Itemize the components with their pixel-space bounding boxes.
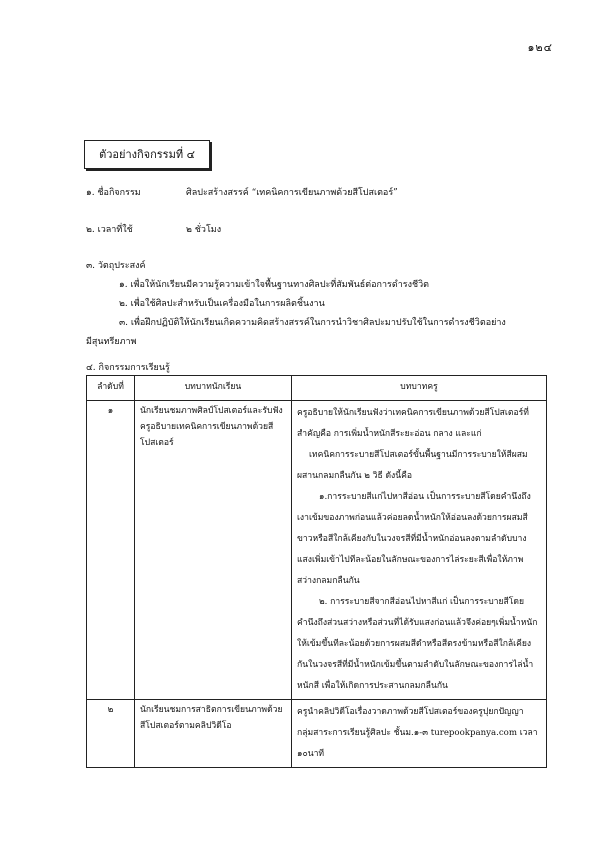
teacher-paragraph: ครูนำคลิปวิดีโอเรื่องวาดภาพด้วยสีโปสเตอร์ของครูปุยกปัญญา กลุ่มสาระการเรียนรู้ศิลปะ ชั้นม.๑-๓ turepookpanya.com เวลา ๑๐นาที (297, 707, 538, 759)
teacher-role-cell (292, 401, 547, 700)
learning-activities-heading: ๔. กิจกรรมการเรียนรู้ (86, 363, 170, 373)
activity-title-box (84, 140, 210, 169)
column-header-student-role: บทบาทนักเรียน (135, 376, 292, 401)
column-header-teacher-role: บทบาทครู (292, 376, 547, 401)
teacher-paragraph: ๒. การระบายสีจากสีอ่อนไปหาสีแก่ เป็นการระบายสีโดยคำนึงถึงส่วนสว่างหรือส่วนที่ได้รับแสงก่อนแล้วจึงค่อยๆเพิ่มน้ำหนักให้เข้มขึ้นทีละน้อยด้วยการผสมสีดำหรือสีตรงข้ามหรือสีใกล้เคียงกันในวงจรสีที่มีน้ำหนักเข้มขึ้นตามลำดับในลักษณะของการไล่น้ำหนักสี เพื่อให้เกิดการประสานกลมกลืนกัน (297, 597, 538, 691)
activity-title: ตัวอย่างกิจกรรมที่ ๔ (99, 148, 195, 161)
table-row (87, 401, 547, 700)
row-number: ๒ (87, 700, 135, 768)
objective-continuation: มีสุนทรียภาพ (86, 337, 137, 347)
row-number: ๑ (87, 401, 135, 700)
teacher-paragraph: เทคนิคการระบายสีโปสเตอร์ขั้นพื้นฐานมีการระบายให้สีผสมผสานกลมกลืนกัน ๒ วิธี ดังนี้คือ (297, 450, 528, 481)
objective-item: ๒. เพื่อใช้ศิลปะสำหรับเป็นเครื่องมือในการผลิตชิ้นงาน (119, 299, 325, 309)
objective-item: ๓. เพื่อฝึกปฏิบัติให้นักเรียนเกิดความคิดสร้างสรรค์ในการนำวิชาศิลปะมาปรับใช้ในการดำรงชีวิตอย่าง (119, 318, 506, 328)
duration-value: ๒ ชั่วโมง (186, 225, 222, 235)
page-number: ๑๒๔ (527, 41, 553, 54)
objectives-heading: ๓. วัตถุประสงค์ (86, 261, 146, 271)
column-header-order: ลำดับที่ (87, 376, 135, 401)
table-row (87, 700, 547, 768)
teacher-paragraph: ๑.การระบายสีแก่ไปหาสีอ่อน เป็นการระบายสีโดยคำนึงถึงเงาเข้มของภาพก่อนแล้วค่อยลดน้ำหนักให้อ่อนลงด้วยการผสมสีขาวหรือสีใกล้เคียงกับในวงจรสีที่มีน้ำหนักอ่อนลงตามลำดับบางแสงเพิ่มเข้าไปทีละน้อยในลักษณะของการไล่ระยะสีเพื่อให้ภาพสว่างกลมกลืนกัน (297, 492, 531, 586)
objective-item: ๑. เพื่อให้นักเรียนมีความรู้ความเข้าใจพื้นฐานทางศิลปะที่สัมพันธ์ต่อการดำรงชีวิต (119, 280, 430, 290)
learning-activities-table (86, 375, 547, 768)
table-header-row (87, 376, 547, 401)
duration-row (86, 222, 221, 236)
activity-name-label: ๑. ชื่อกิจกรรม (86, 188, 141, 198)
student-role-cell: นักเรียนชมภาพศิลป์โปสเตอร์และรับฟังครูอธิบายเทคนิคการเขียนภาพด้วยสีโปสเตอร์ (135, 401, 292, 700)
student-role-cell: นักเรียนชมการสาธิตการเขียนภาพด้วยสีโปสเตอร์ตามคลิปวิดีโอ (135, 700, 292, 768)
teacher-role-cell (292, 700, 547, 768)
duration-label: ๒. เวลาที่ใช้ (86, 225, 133, 235)
teacher-paragraph: ครูอธิบายให้นักเรียนฟังว่าเทคนิคการเขียนภาพด้วยสีโปสเตอร์ที่สำคัญคือ การเพิ่มน้ำหนักสีระยะอ่อน กลาง และแก่ (297, 408, 529, 439)
activity-name-value: ศิลปะสร้างสรรค์ “เทคนิคการเขียนภาพด้วยสีโปสเตอร์” (186, 188, 398, 198)
activity-name-row (86, 185, 398, 199)
